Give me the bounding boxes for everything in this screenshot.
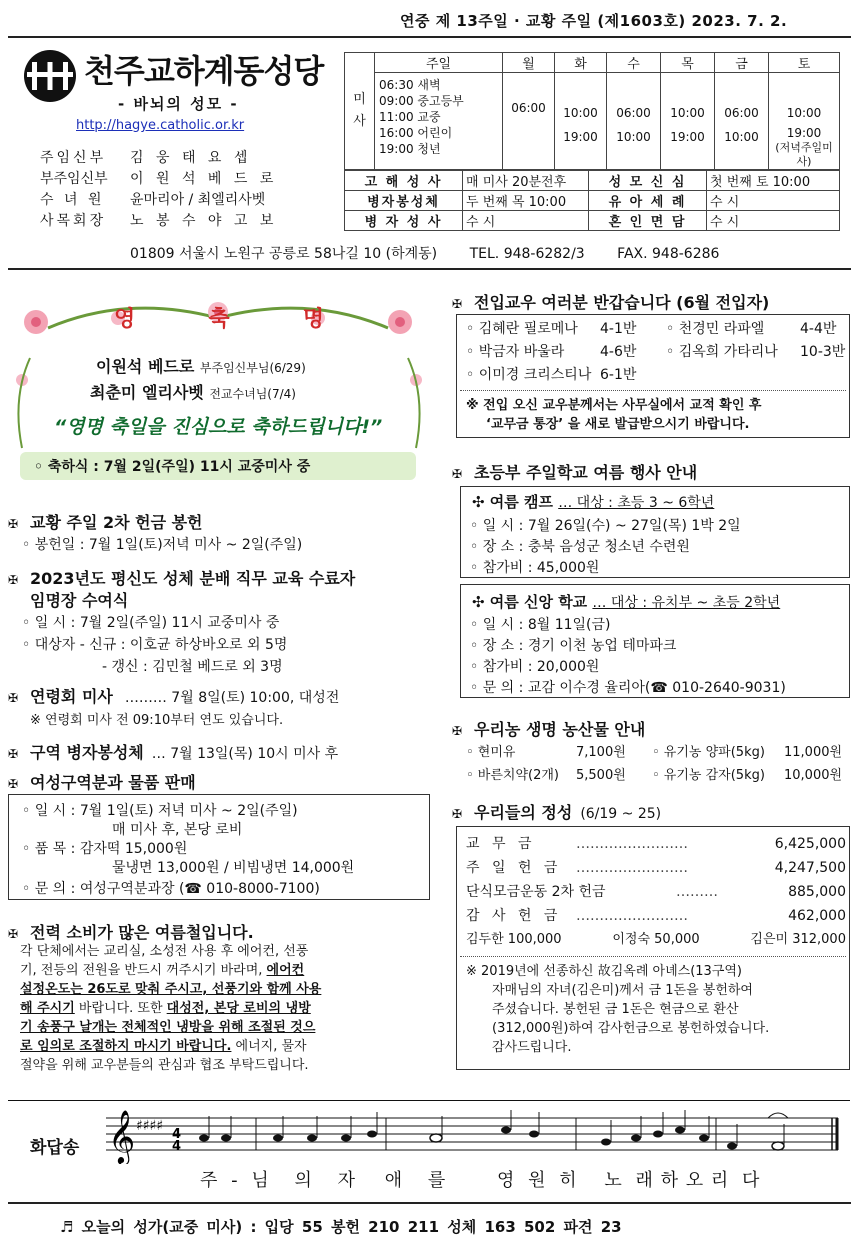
section-mark-icon: ✠: [452, 724, 463, 738]
power-saving-title: ✠ 전력 소비가 많은 여름철입니다.: [8, 923, 254, 942]
offering-date: ◦ 봉헌일 : 7월 1일(토)저녁 미사 ~ 2일(주일): [22, 537, 303, 553]
summer-events-title: ✠ 초등부 주일학교 여름 행사 안내: [452, 463, 698, 482]
commissioning-new: ◦ 대상자 - 신규 : 이호균 하상바오로 외 5명: [22, 637, 288, 653]
day-saturday: 토: [769, 53, 840, 73]
psalm-staff: [106, 1108, 842, 1164]
newcomers-note: ※ 전입 오신 교우분께서는 사무실에서 교적 확인 후 ‘교무금 통장’ 을 새로 발급받으시기 바랍니다.: [466, 398, 762, 432]
commissioning-title: ✠ 2023년도 평신도 성체 분배 직무 교육 수료자: [8, 569, 356, 588]
friday-times: 06:00 10:00: [715, 73, 769, 170]
summer-camp-place: ◦ 장 소 : 충북 음성군 청소년 수련원: [470, 539, 690, 555]
svg-text:4: 4: [172, 1139, 182, 1154]
parish-url-link[interactable]: http://hagye.catholic.or.kr: [76, 118, 245, 133]
faith-school-place: ◦ 장 소 : 경기 이천 농업 테마파크: [470, 638, 677, 654]
svg-text:♯♯♯♯: ♯♯♯♯: [136, 1118, 164, 1134]
sacraments-table: 고 해 성 사 매 미사 20분전후 성 모 신 심 첫 번째 토 10:00 병자봉성체 두 번째 목 10:00 유 아 세 례 수 시 병 자 성 사 수 시 혼 인 면 담 수 시: [344, 170, 840, 231]
faith-school-time: ◦ 일 시 : 8월 11일(금): [470, 617, 611, 633]
memorial-mass-title: ✠ 연령회 미사 ……… 7월 8일(토) 10:00, 대성전: [8, 687, 340, 706]
offerings-divider: [460, 956, 846, 957]
hymns-line: ♬ 오늘의 성가(교중 미사) : 입당 55 봉헌 210 211 성체 163 502 파견 23: [60, 1218, 622, 1236]
issue-line: 연중 제 13주일 · 교황 주일 (제1603호) 2023. 7. 2.: [400, 12, 788, 30]
sale-title: ✠ 여성구역분과 물품 판매: [8, 773, 196, 792]
celebration-letters: 영 축 명: [114, 307, 324, 332]
day-monday: 월: [503, 53, 555, 73]
celebration-line2: 최춘미 엘리사벳 전교수녀님(7/4): [90, 383, 296, 402]
celebration-line1: 이원석 베드로 부주임신부님(6/29): [96, 357, 306, 376]
section-mark-icon: ✠: [8, 747, 19, 761]
newcomers-divider: [460, 390, 846, 391]
celebration-message: “영명 축일을 진심으로 축하드립니다!”: [54, 416, 383, 438]
sale-item-1: ◦ 품 목 : 감자떡 15,000원: [22, 841, 188, 857]
farm-products-title: ✠ 우리농 생명 농산물 안내: [452, 720, 646, 739]
sick-communion-title: ✠ 구역 병자봉성체 … 7월 13일(목) 10시 미사 후: [8, 743, 339, 762]
staff-list: 주임신부 김 웅 태 요 셉 부주임신부 이 원 석 베 드 로 수 녀 원 윤마리아 / 최엘리사벳 사목회장 노 봉 수 야 고 보: [40, 150, 278, 229]
section-mark-icon: ✠: [8, 573, 19, 587]
section-mark-icon: ✠: [452, 467, 463, 481]
address-line: 01809 서울시 노원구 공릉로 58나길 10 (하계동) TEL. 948-6282/3 FAX. 948-6286: [130, 246, 720, 262]
svg-text:𝄞: 𝄞: [108, 1109, 136, 1163]
section-mark-icon: ✠: [452, 297, 463, 311]
mass-schedule-table: [344, 52, 840, 231]
sunday-times: 06:30 새벽 09:00 중고등부 11:00 교중 16:00 어린이 19:00 청년: [375, 73, 503, 170]
memorial-mass-note: ※ 연령회 미사 전 09:10부터 연도 있습니다.: [30, 713, 284, 728]
celebration-box: [8, 288, 430, 484]
header-bottom-rule: [8, 268, 851, 270]
saturday-times: 10:00 19:00 (저녁주일미사): [769, 73, 840, 170]
celebration-ceremony: ◦ 축하식 : 7월 2일(주일) 11시 교중미사 중: [20, 452, 416, 480]
summer-camp-time: ◦ 일 시 : 7월 26일(수) ~ 27일(목) 1박 2일: [470, 518, 741, 534]
summer-camp-fee: ◦ 참가비 : 45,000원: [470, 560, 600, 576]
parish-logo: [22, 48, 78, 104]
faith-school-fee: ◦ 참가비 : 20,000원: [470, 659, 600, 675]
farm-products-list: ◦ 현미유 7,100원 ◦ 유기농 양파(5kg) 11,000원 ◦ 바른치약(2개) 5,500원 ◦ 유기농 감자(5kg) 10,000원: [466, 745, 843, 783]
wednesday-times: 06:00 10:00: [607, 73, 661, 170]
offering-title: ✠ 교황 주일 2차 헌금 봉헌: [8, 513, 203, 532]
summer-camp-title: ✣ 여름 캠프 … 대상 : 초등 3 ~ 6학년: [472, 493, 715, 511]
psalm-frame: [8, 1100, 850, 1101]
section-mark-icon: ✠: [8, 927, 19, 941]
monday-times: 06:00: [503, 73, 555, 170]
sale-item-2: 물냉면 13,000원 / 비빔냉면 14,000원: [112, 860, 355, 876]
psalm-label: 화답송: [30, 1138, 80, 1158]
commissioning-title-2: 임명장 수여식: [30, 591, 129, 610]
offerings-list: 교 무 금 …………………… 6,425,000 주 일 헌 금 …………………… 4,247,500 단식모금운동 2차 헌금 ……… 885,000 감 사 헌 금 …………………… 462,000 김두한 100,000 이정숙 50,000 김은미 312,000: [466, 836, 846, 947]
commissioning-renew: - 갱신 : 김민철 베드로 외 3명: [102, 659, 283, 675]
section-mark-icon: ✠: [8, 777, 19, 791]
power-saving-text: 각 단체에서는 교리실, 소성전 사용 후 에어컨, 선풍 기, 전등의 전원을 반드시 꺼주시기 바라며, 에어컨 설정온도는 26도로 맞춰 주시고, 선풍기와 함께 사용 해 주시기 바랍니다. 또한 대성전, 본당 로비의 냉방 기 송풍구 날개는 전체적인 냉방을 위해 조절된 것으 로 임의로 조절하지 마시기 바랍니다. 에너지, 물자 절약을 위해 교우분들의 관심과 협조 부탁드립니다.: [20, 944, 322, 1073]
day-thursday: 목: [661, 53, 715, 73]
day-sunday: 주일: [375, 53, 503, 73]
thursday-times: 10:00 19:00: [661, 73, 715, 170]
faith-school-contact: ◦ 문 의 : 교감 이수경 율리아(☎ 010-2640-9031): [470, 680, 786, 696]
day-friday: 금: [715, 53, 769, 73]
parish-name: 천주교하계동성당: [84, 52, 324, 90]
section-mark-icon: ✠: [8, 517, 19, 531]
offerings-title: ✠ 우리들의 정성 (6/19 ~ 25): [452, 803, 662, 822]
day-tuesday: 화: [555, 53, 607, 73]
section-mark-icon: ✠: [8, 691, 19, 705]
day-wednesday: 수: [607, 53, 661, 73]
header-rule: [8, 36, 851, 38]
sale-contact: ◦ 문 의 : 여성구역분과장 (☎ 010-8000-7100): [22, 881, 320, 897]
newcomers-list: ◦ 김혜란 필로메나 4-1반 ◦ 천경민 라파엘 4-4반 ◦ 박금자 바울라 4-6반 ◦ 김옥희 가타리나 10-3반 ◦ 이미경 크리스티나 6-1반: [466, 321, 846, 383]
faith-school-title: ✣ 여름 신앙 학교 … 대상 : 유치부 ~ 초등 2학년: [472, 593, 781, 611]
mass-label: 미사: [345, 53, 375, 170]
sale-time: ◦ 일 시 : 7월 1일(토) 저녁 미사 ~ 2일(주일): [22, 803, 298, 819]
svg-text:4: 4: [172, 1127, 182, 1142]
sale-place: 매 미사 후, 본당 로비: [112, 822, 243, 838]
music-staff-icon: [106, 1108, 842, 1164]
section-mark-icon: ✠: [452, 807, 463, 821]
footer-rule: [8, 1202, 851, 1204]
psalm-lyrics: 주 - 님 의 자 애 를 영 원 히 노 래 하 오 리 다: [200, 1170, 761, 1191]
commissioning-time: ◦ 일 시 : 7월 2일(주일) 11시 교중미사 중: [22, 615, 280, 631]
offerings-note: ※ 2019년에 선종하신 故김옥례 아녜스(13구역) 자매님의 자녀(김은미)께서 금 1돈을 봉헌하여 주셨습니다. 봉헌된 금 1돈은 현금으로 환산 (312,000원)하여 감사헌금으로 봉헌하였습니다. 감사드립니다.: [466, 964, 770, 1055]
tuesday-times: 10:00 19:00: [555, 73, 607, 170]
parish-patron: - 바뇌의 성모 -: [118, 95, 239, 113]
newcomers-title: ✠ 전입교우 여러분 반갑습니다 (6월 전입자): [452, 293, 770, 312]
